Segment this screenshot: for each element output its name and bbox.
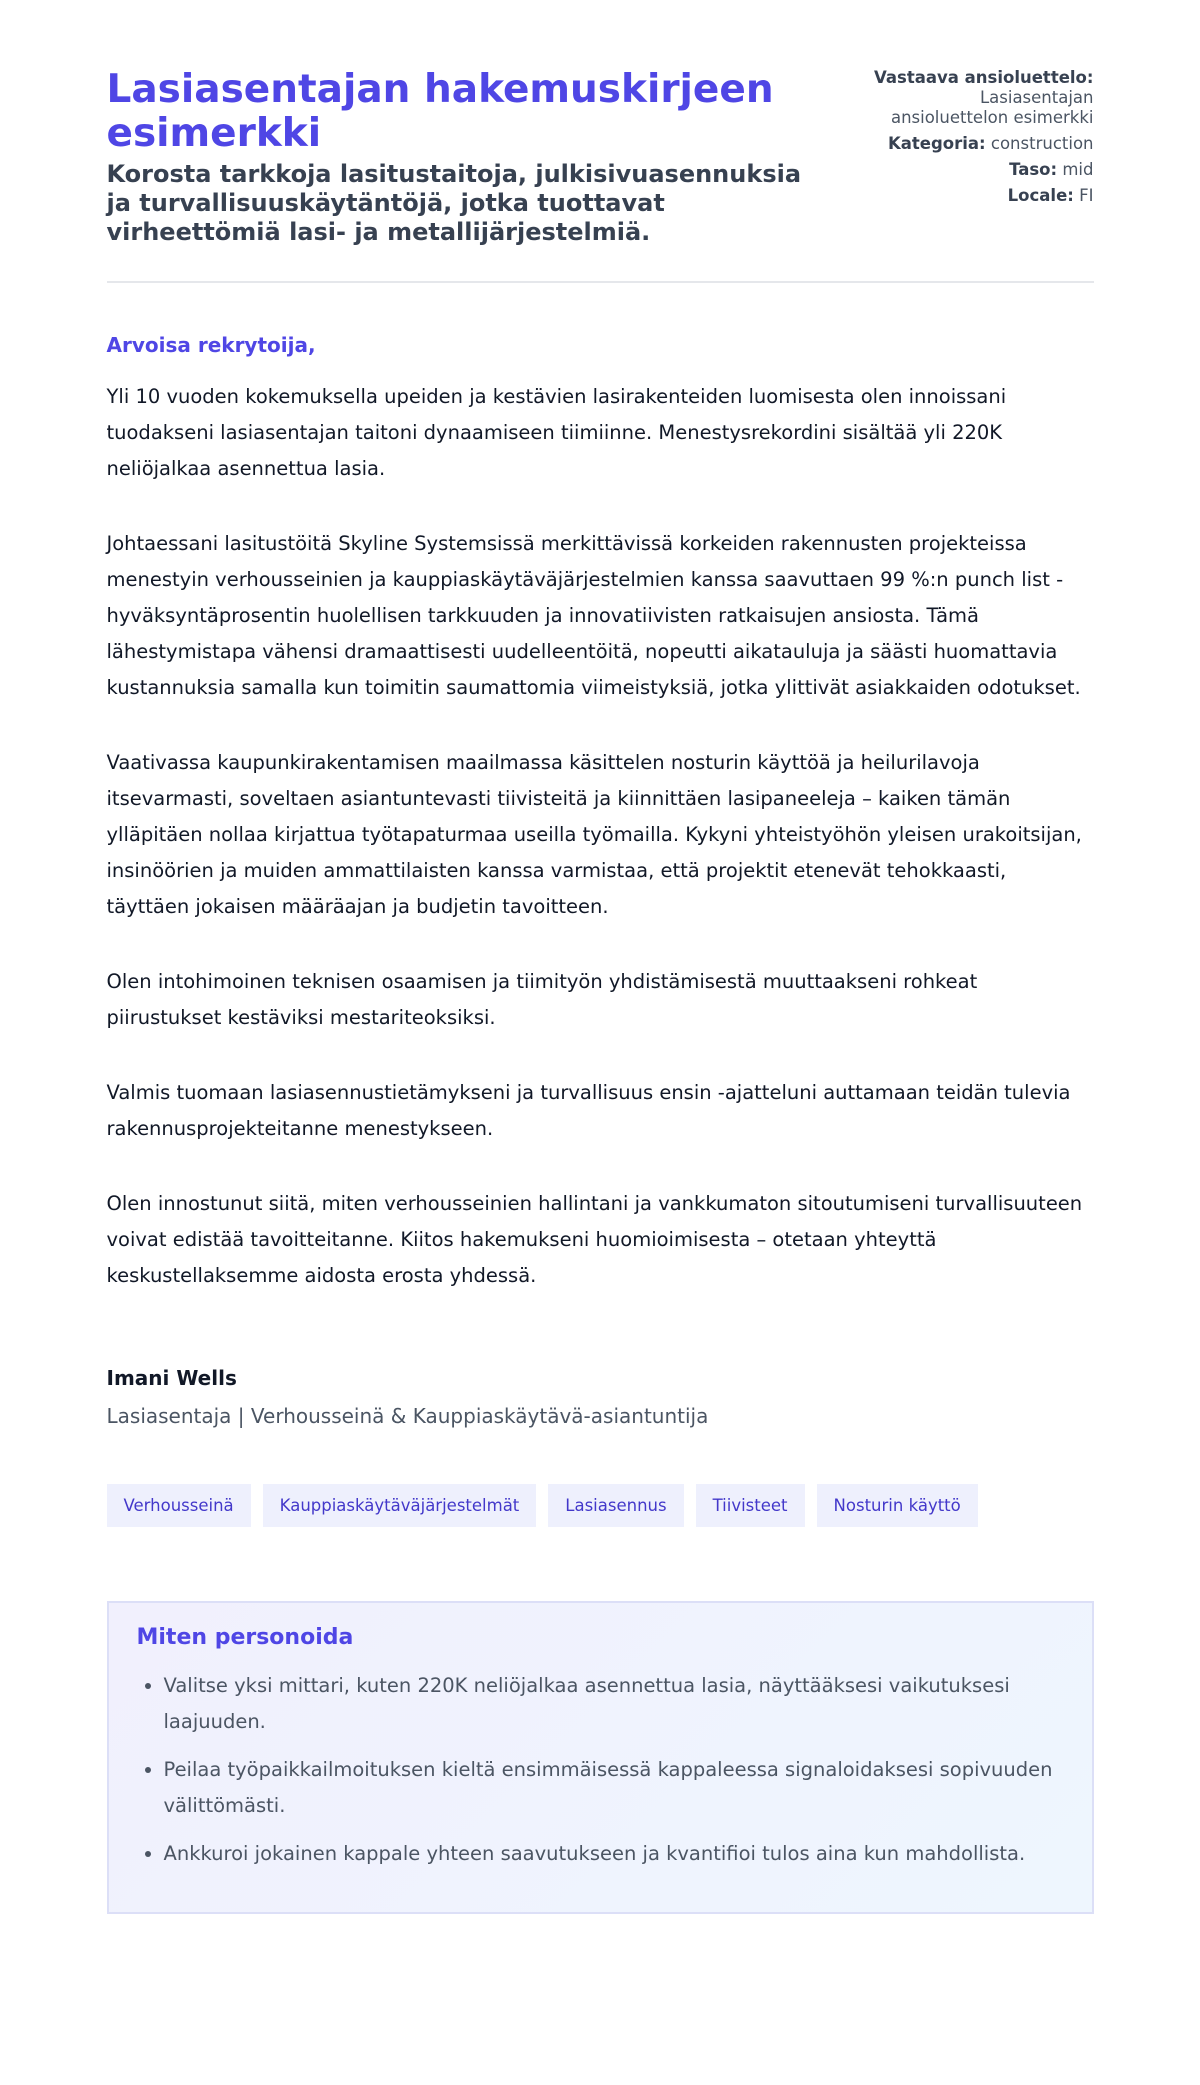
tag: Kauppiaskäytäväjärjestelmät [263,1484,537,1527]
meta-category: Kategoria: construction [887,134,1094,153]
signature-role: Lasiasentaja | Verhousseinä & Kauppiaskäytävä-asiantuntija [106,1404,709,1428]
paragraph: Johtaessani lasitustöitä Skyline Systemsissä merkittävissä korkeiden rakennusten projekteissa menestyin verhousseinien ja kauppiaskäytäväjärjestelmien kanssa saavuttaen 99 %:n punch list -hyväksyntäprosentin huolellisen tarkkuuden ja innovatiivisten ratkaisujen ansiosta. Tämä lähestymistapa vähensi dramaattisesti uudelleentöitä, nopeutti aikatauluja ja säästi huomattavia kustannuksia samalla kun toimitin saumattomia viimeistyksiä, jotka ylittivät asiakkaiden odotukset. [106,532,1081,699]
tips-title: Miten personoida [136,1625,354,1650]
tips-list [137,1668,1064,1872]
meta-level: Taso: mid [1009,160,1094,179]
tag: Lasiasennus [548,1484,683,1527]
paragraph: Yli 10 vuoden kokemuksella upeiden ja kestävien lasirakenteiden luomisesta olen innoissani tuodakseni lasiasentajan taitoni dynaamiseen tiimiinne. Menestysrekordini sisältää yli 220K neliöjalkaa asennettua lasia. [106,385,1007,480]
tag: Nosturin käyttö [817,1484,978,1527]
paragraph: Vaativassa kaupunkirakentamisen maailmassa käsittelen nosturin käyttöä ja heilurilavoja itsevarmasti, soveltaen asiantuntevasti tiivisteitä ja kiinnittäen lasipaneeleja – kaiken tämän ylläpitäen nollaa kirjattua työtapaturmaa useilla työmailla. Kykyni yhteistyöhön yleisen urakoitsijan, insinöörien ja muiden ammattilaisten kanssa varmistaa, että projektit etenevät tehokkaasti, täyttäen jokaisen määräajan ja budjetin tavoitteen. [106,751,1082,918]
paragraph: Olen intohimoinen teknisen osaamisen ja tiimityön yhdistämisestä muuttaakseni rohkeat piirustukset kestäviksi mestariteoksiksi. [106,970,978,1029]
meta-info [864,68,1094,247]
signature-name: Imani Wells [106,1366,237,1390]
greeting: Arvoisa rekrytoija, [106,333,316,357]
tag: Tiivisteet [696,1484,805,1527]
meta-locale: Locale: FI [1007,186,1094,205]
skill-tags [107,1484,1094,1527]
tips-box [107,1601,1094,1914]
paragraph: Olen innostunut siitä, miten verhousseinien hallintani ja vankkumaton sitoutumiseni turvallisuuteen voivat edistää tavoitteitanne. Kiitos hakemukseni huomioimisesta – otetaan yhteyttä keskustellaksemme aidosta erosta yhdessä. [106,1192,1083,1287]
resume-link[interactable]: Lasiasentajan ansioluettelon esimerkki [890,88,1094,127]
tip-item: • Valitse yksi mittari, kuten 220K neliöjalkaa asennettua lasia, näyttääksesi vaikutuksesi laajuuden. [164,1668,1064,1740]
page-header [107,68,1094,283]
tag: Verhousseinä [107,1484,251,1527]
page [107,0,1094,1974]
title-block [107,68,834,247]
tip-item: • Peilaa työpaikkailmoituksen kieltä ensimmäisessä kappaleessa signaloidaksesi sopivuuden välittömästi. [164,1752,1064,1824]
paragraph: Valmis tuomaan lasiasennustietämykseni ja turvallisuus ensin -ajatteluni auttamaan teidän tulevia rakennusprojekteitanne menestykseen. [106,1081,1071,1140]
tip-item: • Ankkuroi jokainen kappale yhteen saavutukseen ja kvantifioi tulos aina kun mahdollista. [164,1836,1064,1872]
meta-resume: Vastaava ansioluettelo: Lasiasentajan ansioluettelon esimerkki [874,68,1094,127]
page-title: Lasiasentajan hakemuskirjeen esimerkki [106,67,774,156]
page-subtitle: Korosta tarkkoja lasitustaitoja, julkisivuasennuksia ja turvallisuuskäytäntöjä, jotka tuottavat virheettömiä lasi- ja metallijärjestelmiä. [106,160,802,246]
